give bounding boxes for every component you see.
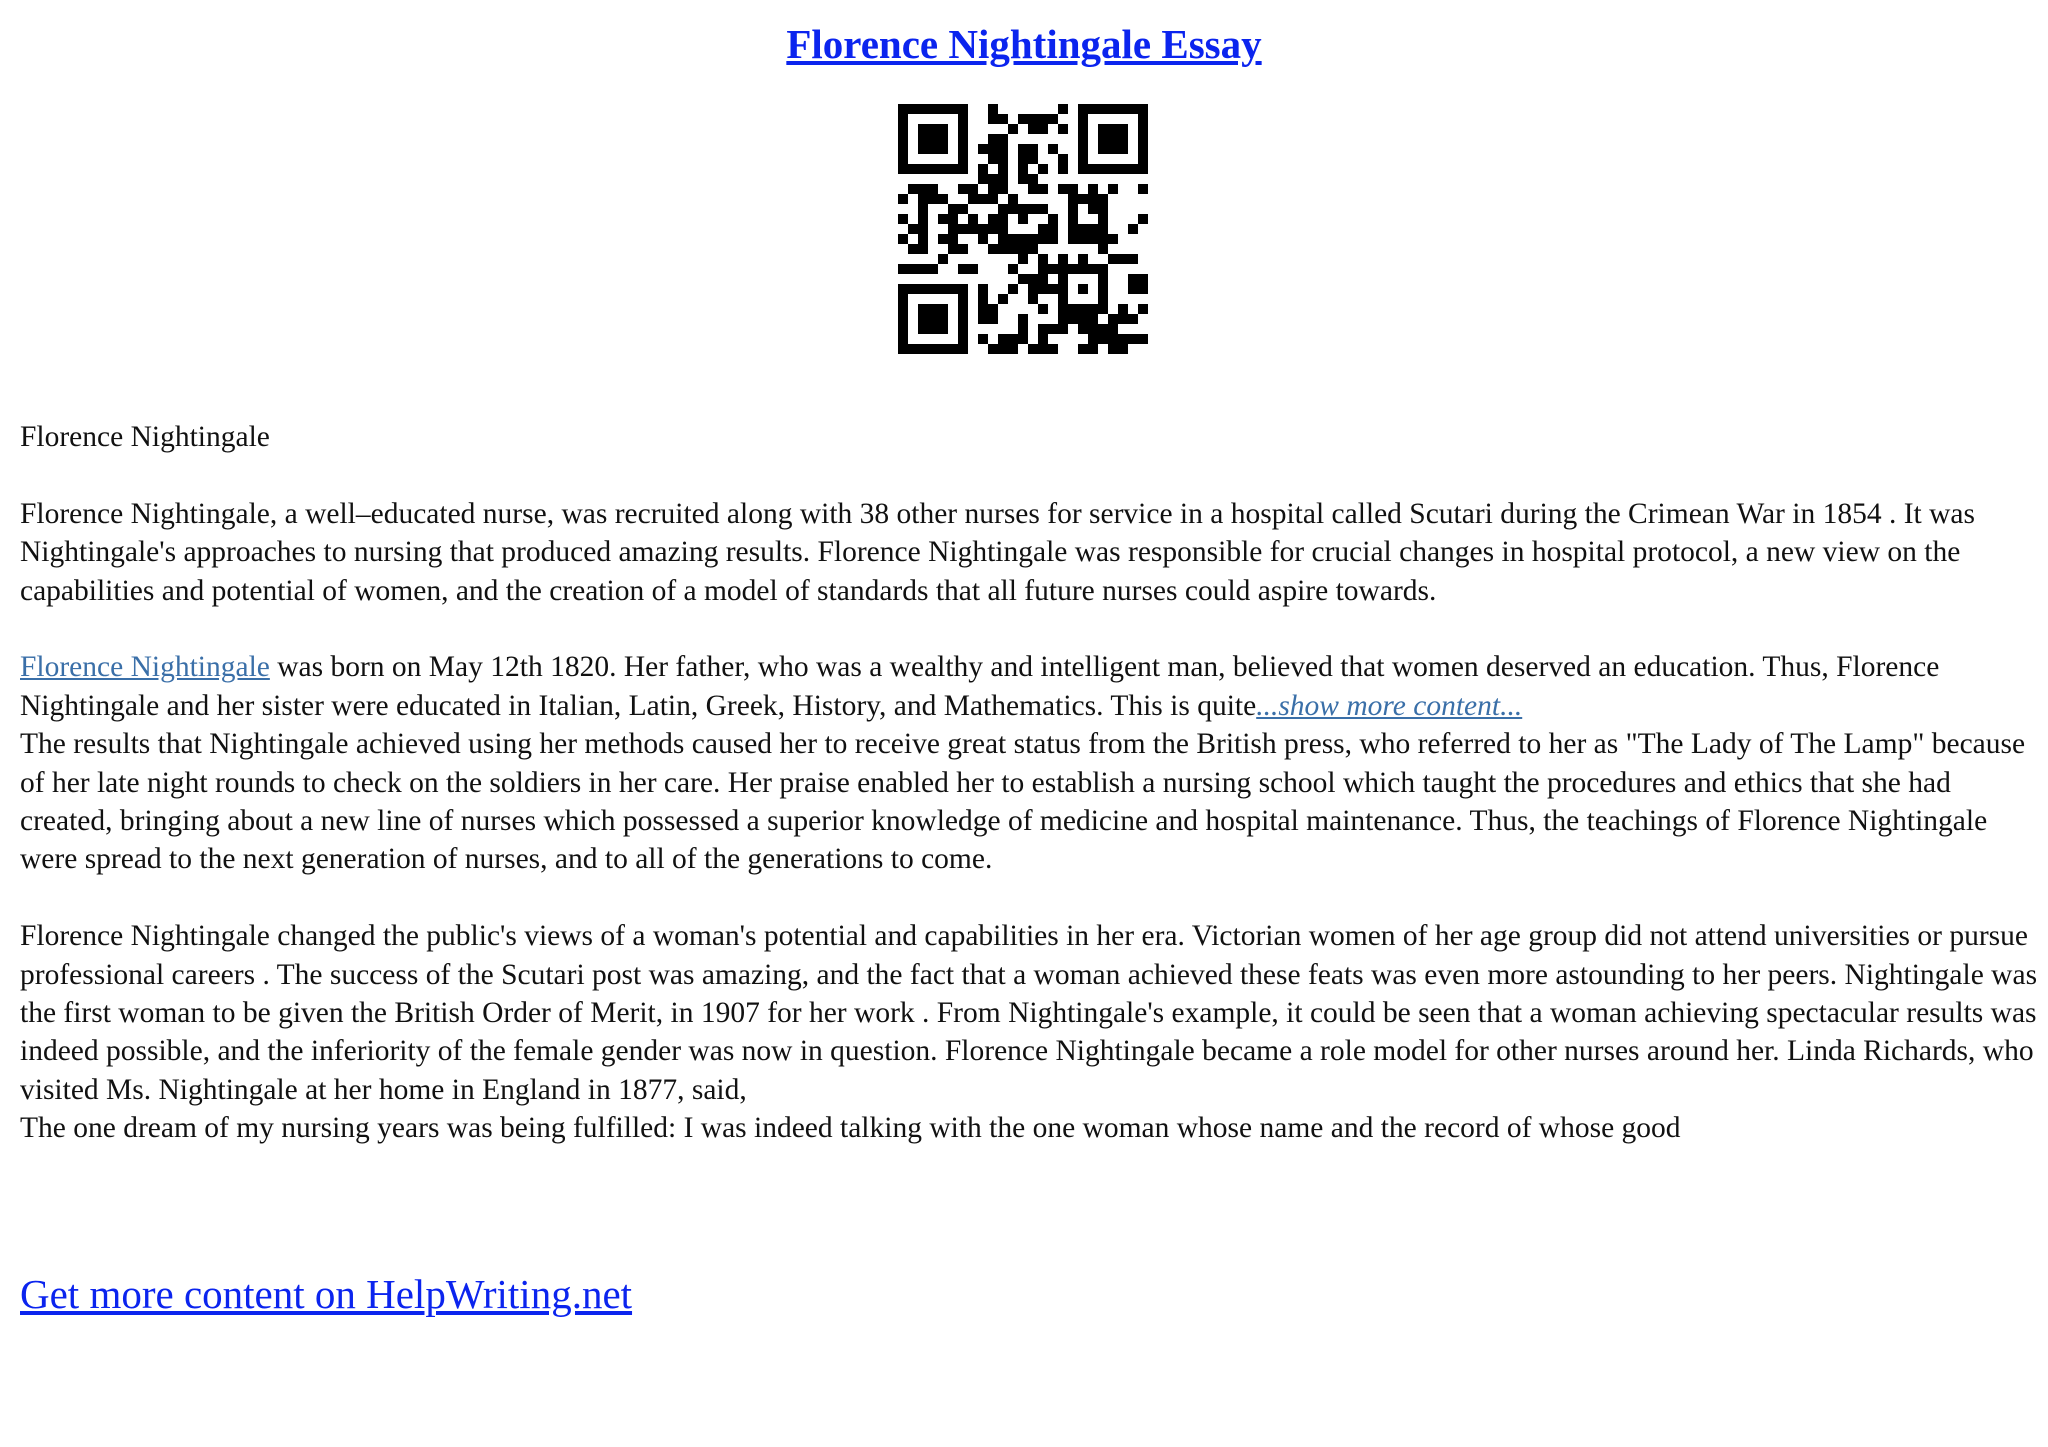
essay-heading: Florence Nightingale	[20, 421, 270, 453]
nightingale-link[interactable]: Florence Nightingale	[20, 651, 270, 684]
essay-paragraph-1: Florence Nightingale, a well–educated nurse, was recruited along with 38 other nurses for service in a hospital called Scutari during the Crimean War in 1854 . It was Nightingale's approaches to nursing that produced amazing results. Florence Nightingale was responsible for crucial changes in hospital protocol, a new view on the capabilities and potential of women, and the creation of a model of standards that all future nurses could aspire towards.	[20, 497, 1975, 607]
essay-paragraph-2-text: was born on May 12th 1820. Her father, who was a wealthy and intelligent man, believed that women deserved an education. Thus, Florence Nightingale and her sister were educated in Italian, Latin, Greek, History, and Mathematics. This is quite	[20, 651, 1940, 722]
essay-paragraph-2	[20, 648, 2040, 725]
essay-paragraph-3: The results that Nightingale achieved using her methods caused her to receive great status from the British press, who referred to her as "The Lady of The Lamp" because of her late night rounds to check on the soldiers in her care. Her praise enabled her to establish a nursing school which taught the procedures and ethics that she had created, bringing about a new line of nurses which possessed a superior knowledge of medicine and hospital maintenance. Thus, the teachings of Florence Nightingale were spread to the next generation of nurses, and to all of the generations to come.	[20, 728, 2026, 876]
page-title-link[interactable]: Florence Nightingale Essay	[786, 21, 1262, 67]
essay-paragraph-4: Florence Nightingale changed the public's views of a woman's potential and capabilities in her era. Victorian women of her age group did not attend universities or pursue professional careers . The success of the Scutari post was amazing, and the fact that a woman achieved these feats was even more astounding to her peers. Nightingale was the first woman to be given the British Order of Merit, in 1907 for her work . From Nightingale's example, it could be seen that a woman achieving spectacular results was indeed possible, and the inferiority of the female gender was now in question. Florence Nightingale became a role model for other nurses around her. Linda Richards, who visited Ms. Nightingale at her home in England in 1877, said,	[20, 920, 2038, 1106]
essay-body	[20, 418, 2040, 1148]
page-title	[0, 14, 2048, 74]
show-more-link[interactable]: ...show more content...	[1256, 689, 1523, 722]
get-more-content-link[interactable]: Get more content on HelpWriting.net	[20, 1271, 633, 1317]
qr-code-icon	[898, 104, 1148, 354]
essay-paragraph-5: The one dream of my nursing years was being fulfilled: I was indeed talking with the one woman whose name and the record of whose good	[20, 1112, 1681, 1145]
